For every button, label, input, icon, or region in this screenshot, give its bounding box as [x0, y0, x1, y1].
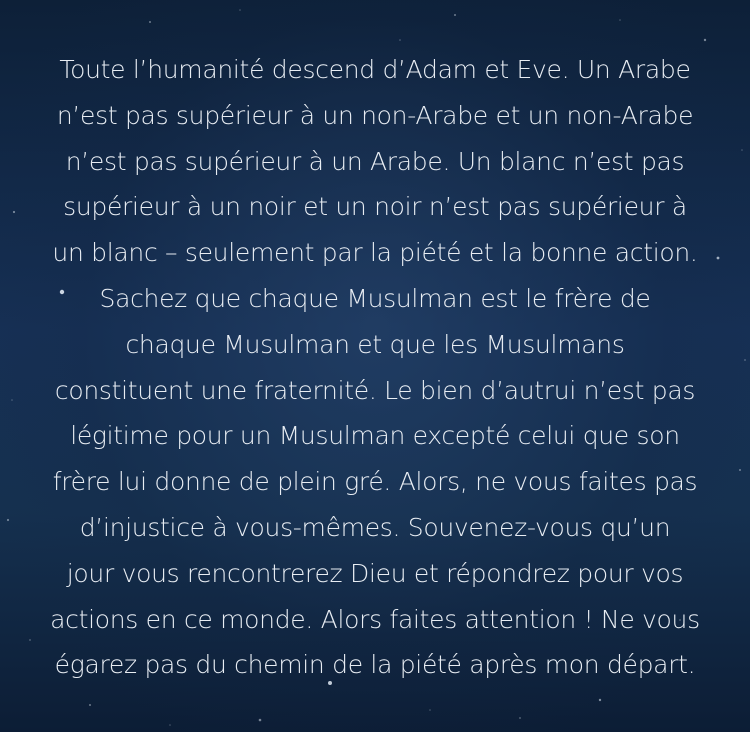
quote-line: Toute l’humanité descend d’Adam et Eve. Un Arabe [59, 55, 691, 84]
quote-line: n’est pas supérieur à un Arabe. Un blanc n’est pas [65, 146, 685, 176]
quote-line: un blanc – seulement par la piété et la bonne action. [52, 238, 698, 268]
quote-line: légitime pour un Musulman excepté celui que son [70, 421, 680, 451]
quote-line: actions en ce monde. Alors faites attention ! Ne vous [50, 604, 700, 634]
quote-line: constituent une fraternité. Le bien d’autrui n’est pas [54, 375, 696, 405]
quote-line: jour vous rencontrerez Dieu et répondrez pour vos [66, 558, 684, 588]
quote-line: d’injustice à vous-mêmes. Souvenez-vous qu’un [79, 512, 671, 542]
quote-line: frère lui donne de plein gré. Alors, ne vous faites pas [52, 467, 698, 497]
quote-line: chaque Musulman et que les Musulmans [125, 329, 625, 359]
quote-text [20, 47, 730, 688]
quote-line: n’est pas supérieur à un non-Arabe et un non-Arabe [56, 100, 694, 130]
quote-line: Sachez que chaque Musulman est le frère de [99, 283, 651, 313]
quote-line: égarez pas du chemin de la piété après mon départ. [54, 650, 696, 680]
quote-line: supérieur à un noir et un noir n’est pas supérieur à [63, 192, 687, 222]
